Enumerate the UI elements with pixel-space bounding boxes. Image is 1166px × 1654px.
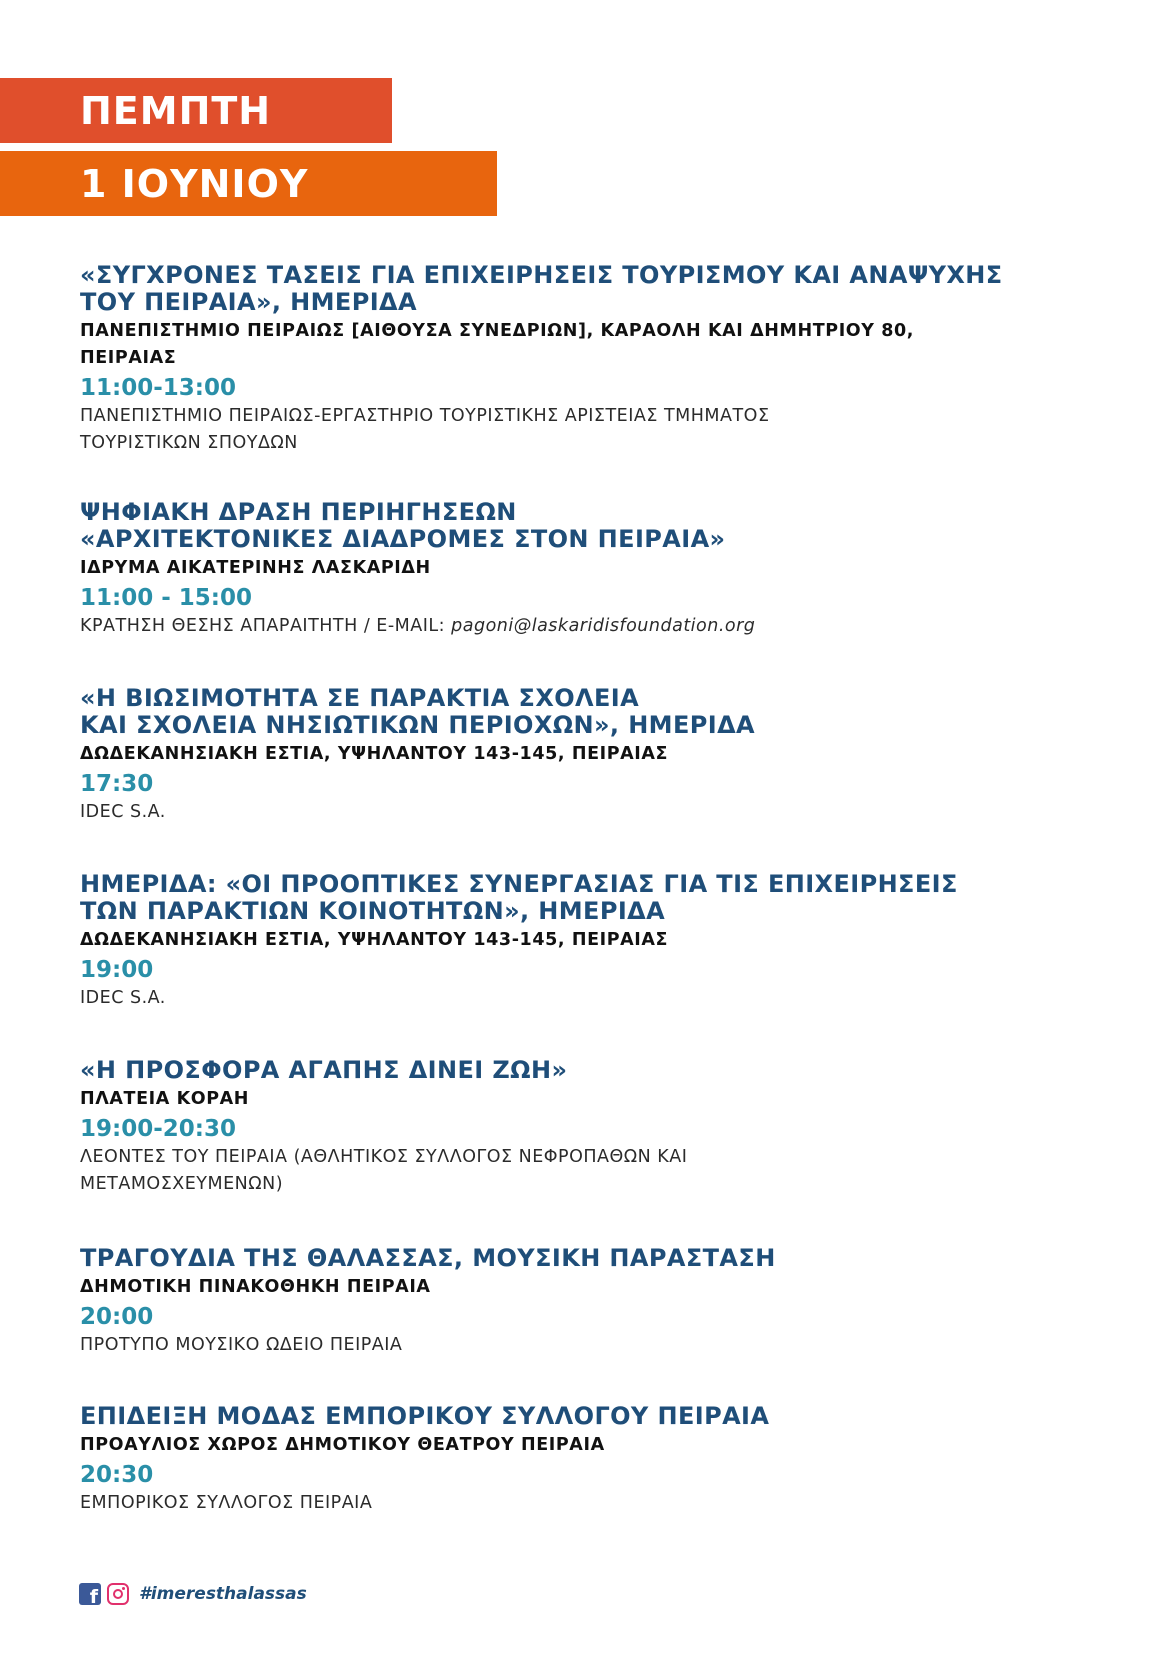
event-organizer: ΠΑΝΕΠΙΣΤΗΜΙΟ ΠΕΙΡΑΙΩΣ-ΕΡΓΑΣΤΗΡΙΟ ΤΟΥΡΙΣΤΙΚΗΣ ΑΡΙΣΤΕΙΑΣ ΤΜΗΜΑΤΟΣ ΤΟΥΡΙΣΤΙΚΩΝ ΣΠΟΥΔΩΝ: [80, 406, 770, 453]
event-time: 19:00: [80, 957, 154, 983]
event-venue: ΠΛΑΤΕΙΑ ΚΟΡΑΗ: [80, 1089, 250, 1109]
event-organizer: [80, 613, 755, 640]
event-item: [80, 871, 958, 1012]
event-title: ΕΠΙΔΕΙΞΗ ΜΟΔΑΣ ΕΜΠΟΡΙΚΟΥ ΣΥΛΛΟΓΟΥ ΠΕΙΡΑΙΑ: [80, 1402, 770, 1430]
social-footer: [79, 1583, 307, 1605]
event-venue: ΠΡΟΑΥΛΙΟΣ ΧΩΡΟΣ ΔΗΜΟΤΙΚΟΥ ΘΕΑΤΡΟΥ ΠΕΙΡΑΙΑ: [80, 1435, 605, 1455]
event-email-link[interactable]: pagoni@laskaridisfoundation.org: [451, 616, 756, 636]
event-time: 20:30: [80, 1462, 154, 1488]
event-time: 11:00 - 15:00: [80, 585, 252, 611]
event-time: 19:00-20:30: [80, 1116, 236, 1142]
event-title: «Η ΒΙΩΣΙΜΟΤΗΤΑ ΣΕ ΠΑΡΑΚΤΙΑ ΣΧΟΛΕΙΑ ΚΑΙ ΣΧΟΛΕΙΑ ΝΗΣΙΩΤΙΚΩΝ ΠΕΡΙΟΧΩΝ», ΗΜΕΡΙΔΑ: [80, 684, 756, 739]
event-title: ΨΗΦΙΑΚΗ ΔΡΑΣΗ ΠΕΡΙΗΓΗΣΕΩΝ «ΑΡΧΙΤΕΚΤΟΝΙΚΕΣ ΔΙΑΔΡΟΜΕΣ ΣΤΟΝ ΠΕΙΡΑΙΑ»: [80, 498, 726, 553]
event-time: 17:30: [80, 771, 154, 797]
event-venue: ΔΩΔΕΚΑΝΗΣΙΑΚΗ ΕΣΤΙΑ, ΥΨΗΛΑΝΤΟΥ 143-145, ΠΕΙΡΑΙΑΣ: [80, 744, 669, 764]
event-organizer: IDEC S.A.: [80, 802, 166, 822]
event-organizer-text: ΚΡΑΤΗΣΗ ΘΕΣΗΣ ΑΠΑΡΑΙΤΗΤΗ / E-MAIL:: [80, 616, 452, 636]
event-venue: ΔΗΜΟΤΙΚΗ ΠΙΝΑΚΟΘΗΚΗ ΠΕΙΡΑΙΑ: [80, 1277, 431, 1297]
event-title: ΤΡΑΓΟΥΔΙΑ ΤΗΣ ΘΑΛΑΣΣΑΣ, ΜΟΥΣΙΚΗ ΠΑΡΑΣΤΑΣΗ: [80, 1244, 776, 1272]
day-banner: [0, 78, 392, 143]
hashtag-label: #imeresthalassas: [139, 1584, 307, 1604]
event-time: 20:00: [80, 1304, 154, 1330]
event-item: [80, 1245, 776, 1359]
event-title: ΗΜΕΡΙΔΑ: «ΟΙ ΠΡΟΟΠΤΙΚΕΣ ΣΥΝΕΡΓΑΣΙΑΣ ΓΙΑ ΤΙΣ ΕΠΙΧΕΙΡΗΣΕΙΣ ΤΩΝ ΠΑΡΑΚΤΙΩΝ ΚΟΙΝΟΤΗΤΩΝ», ΗΜΕΡΙΔΑ: [80, 870, 958, 925]
event-title: «Η ΠΡΟΣΦΟΡΑ ΑΓΑΠΗΣ ΔΙΝΕΙ ΖΩΗ»: [80, 1056, 568, 1084]
event-organizer: ΛΕΟΝΤΕΣ ΤΟΥ ΠΕΙΡΑΙΑ (ΑΘΛΗΤΙΚΟΣ ΣΥΛΛΟΓΟΣ ΝΕΦΡΟΠΑΘΩΝ ΚΑΙ ΜΕΤΑΜΟΣΧΕΥΜΕΝΩΝ): [80, 1147, 688, 1194]
event-item: [80, 685, 755, 826]
date-label: 1 ΙΟΥΝΙΟΥ: [80, 161, 309, 206]
event-venue: ΙΔΡΥΜΑ ΑΙΚΑΤΕΡΙΝΗΣ ΛΑΣΚΑΡΙΔΗ: [80, 558, 431, 578]
day-label: ΠΕΜΠΤΗ: [80, 88, 272, 133]
event-venue: ΔΩΔΕΚΑΝΗΣΙΑΚΗ ΕΣΤΙΑ, ΥΨΗΛΑΝΤΟΥ 143-145, ΠΕΙΡΑΙΑΣ: [80, 930, 669, 950]
event-title: «ΣΥΓΧΡΟΝΕΣ ΤΑΣΕΙΣ ΓΙΑ ΕΠΙΧΕΙΡΗΣΕΙΣ ΤΟΥΡΙΣΜΟΥ ΚΑΙ ΑΝΑΨΥΧΗΣ ΤΟΥ ΠΕΙΡΑΙΑ», ΗΜΕΡΙΔΑ: [80, 261, 1003, 316]
event-item: [80, 1403, 769, 1517]
facebook-icon[interactable]: [79, 1583, 101, 1605]
event-item: [80, 1057, 687, 1198]
date-banner: [0, 151, 497, 216]
event-time: 11:00-13:00: [80, 375, 236, 401]
event-venue: ΠΑΝΕΠΙΣΤΗΜΙΟ ΠΕΙΡΑΙΩΣ [ΑΙΘΟΥΣΑ ΣΥΝΕΔΡΙΩΝ], ΚΑΡΑΟΛΗ ΚΑΙ ΔΗΜΗΤΡΙΟΥ 80, ΠΕΙΡΑΙΑΣ: [80, 321, 915, 368]
event-organizer: ΕΜΠΟΡΙΚΟΣ ΣΥΛΛΟΓΟΣ ΠΕΙΡΑΙΑ: [80, 1493, 373, 1513]
event-organizer: ΠΡΟΤΥΠΟ ΜΟΥΣΙΚΟ ΩΔΕΙΟ ΠΕΙΡΑΙΑ: [80, 1335, 403, 1355]
event-item: [80, 499, 755, 640]
event-organizer: IDEC S.A.: [80, 988, 166, 1008]
event-item: [80, 262, 1003, 457]
instagram-icon[interactable]: [107, 1583, 129, 1605]
